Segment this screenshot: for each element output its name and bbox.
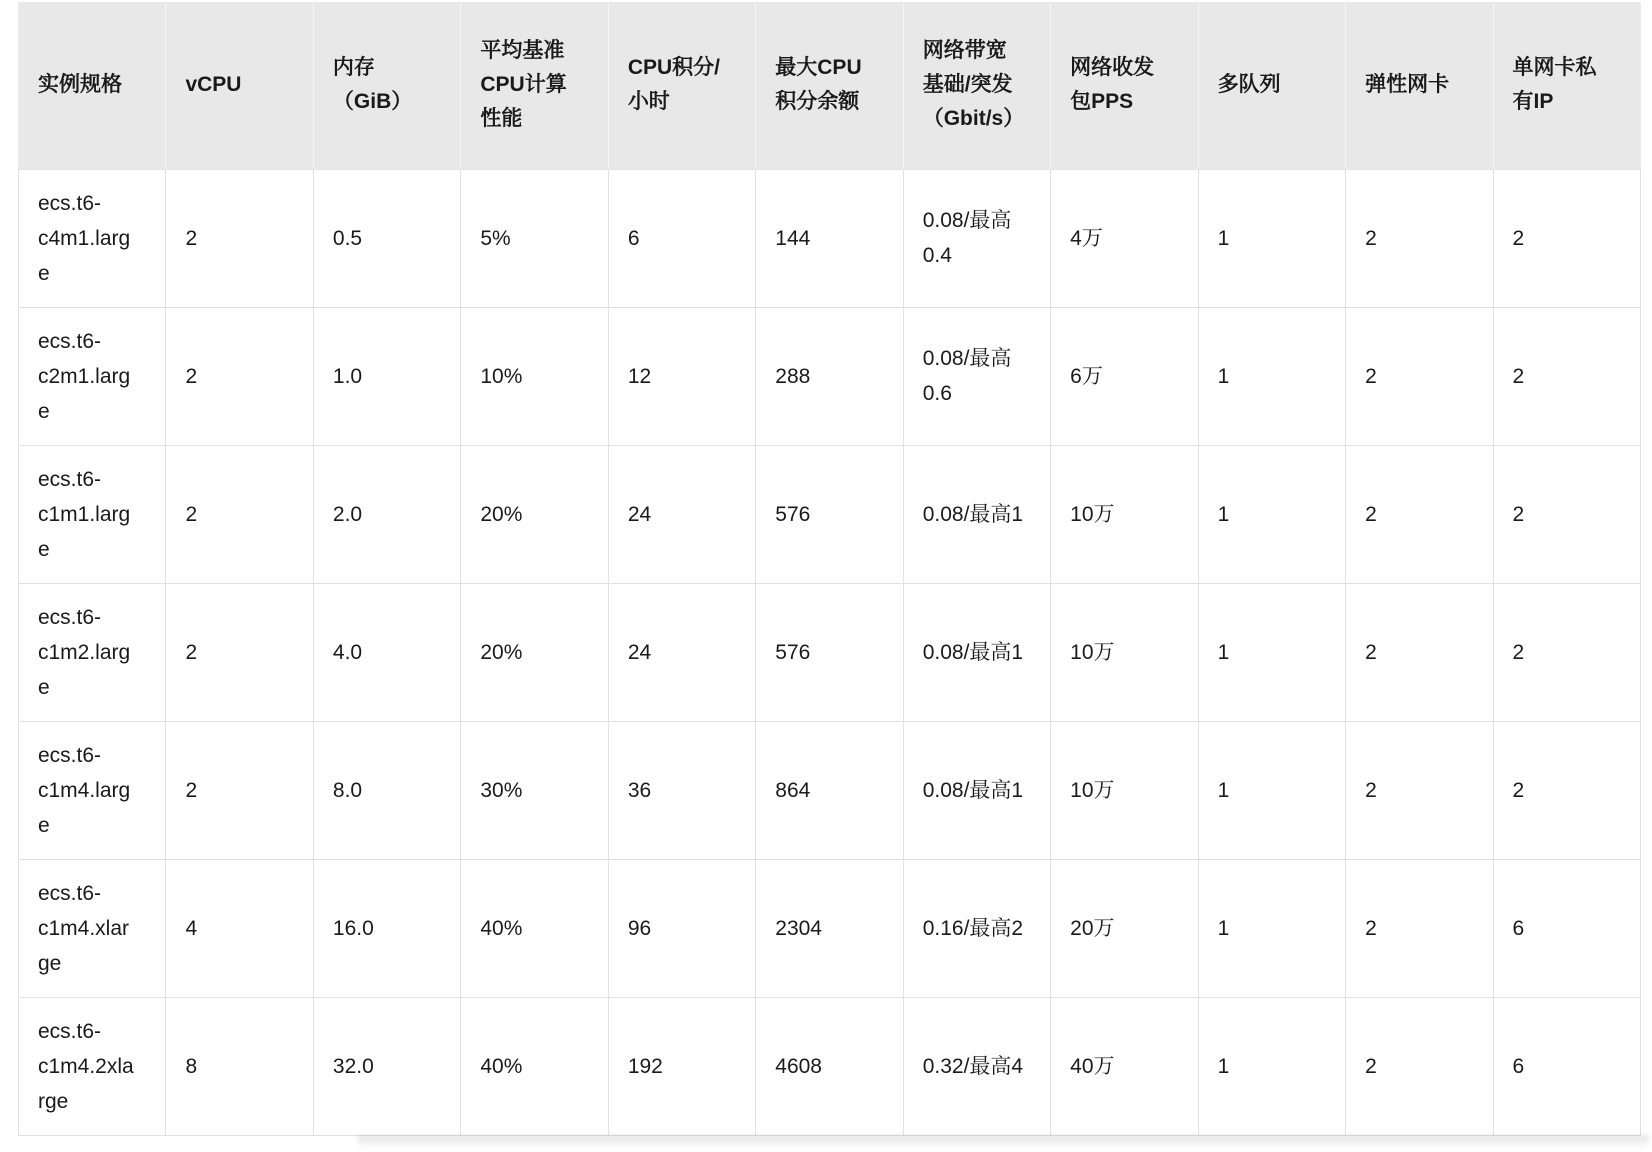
column-header-enis: 弹性网卡 (1346, 2, 1493, 169)
cell-memory: 32.0 (313, 997, 460, 1135)
cell-pps: 6万 (1051, 307, 1198, 445)
table-scroll-region[interactable] (18, 2, 1641, 1136)
cell-spec: ecs.t6-c1m4.2xlarge (19, 997, 166, 1135)
cell-credits: 24 (608, 583, 755, 721)
table-row (19, 169, 1641, 307)
cell-credits: 12 (608, 307, 755, 445)
cell-baseline: 20% (461, 583, 608, 721)
cell-enis: 2 (1346, 307, 1493, 445)
cell-queues: 1 (1198, 997, 1345, 1135)
cell-spec: ecs.t6-c2m1.large (19, 307, 166, 445)
column-header-ips: 单网卡私有IP (1493, 2, 1640, 169)
cell-bandwidth: 0.08/最高0.6 (903, 307, 1050, 445)
column-header-maxcredit: 最大CPU积分余额 (756, 2, 903, 169)
cell-baseline: 40% (461, 997, 608, 1135)
cell-maxcredit: 144 (756, 169, 903, 307)
cell-vcpu: 2 (166, 583, 313, 721)
cell-spec: ecs.t6-c4m1.large (19, 169, 166, 307)
cell-baseline: 5% (461, 169, 608, 307)
cell-memory: 1.0 (313, 307, 460, 445)
cell-bandwidth: 0.08/最高1 (903, 583, 1050, 721)
cell-ips: 2 (1493, 445, 1640, 583)
cell-credits: 6 (608, 169, 755, 307)
cell-credits: 96 (608, 859, 755, 997)
cell-maxcredit: 2304 (756, 859, 903, 997)
cell-queues: 1 (1198, 583, 1345, 721)
cell-pps: 4万 (1051, 169, 1198, 307)
cell-vcpu: 2 (166, 307, 313, 445)
cell-spec: ecs.t6-c1m4.xlarge (19, 859, 166, 997)
cell-bandwidth: 0.32/最高4 (903, 997, 1050, 1135)
column-header-credits: CPU积分/小时 (608, 2, 755, 169)
table-header (19, 2, 1641, 169)
cell-baseline: 10% (461, 307, 608, 445)
table-header-row (19, 2, 1641, 169)
cell-pps: 10万 (1051, 583, 1198, 721)
cell-queues: 1 (1198, 445, 1345, 583)
cell-bandwidth: 0.16/最高2 (903, 859, 1050, 997)
cell-ips: 6 (1493, 859, 1640, 997)
cell-spec: ecs.t6-c1m1.large (19, 445, 166, 583)
cell-queues: 1 (1198, 307, 1345, 445)
cell-memory: 0.5 (313, 169, 460, 307)
cell-ips: 2 (1493, 721, 1640, 859)
cell-maxcredit: 576 (756, 583, 903, 721)
cell-maxcredit: 864 (756, 721, 903, 859)
table-row (19, 721, 1641, 859)
table-row (19, 859, 1641, 997)
cell-ips: 2 (1493, 583, 1640, 721)
table-row (19, 307, 1641, 445)
cell-memory: 8.0 (313, 721, 460, 859)
cell-baseline: 20% (461, 445, 608, 583)
cell-enis: 2 (1346, 583, 1493, 721)
cell-enis: 2 (1346, 859, 1493, 997)
cell-credits: 24 (608, 445, 755, 583)
cell-queues: 1 (1198, 859, 1345, 997)
cell-vcpu: 2 (166, 169, 313, 307)
cell-ips: 6 (1493, 997, 1640, 1135)
cell-pps: 40万 (1051, 997, 1198, 1135)
cell-vcpu: 2 (166, 445, 313, 583)
column-header-bandwidth: 网络带宽基础/突发（Gbit/s） (903, 2, 1050, 169)
cell-ips: 2 (1493, 307, 1640, 445)
column-header-vcpu: vCPU (166, 2, 313, 169)
column-header-memory: 内存（GiB） (313, 2, 460, 169)
cell-memory: 16.0 (313, 859, 460, 997)
cell-bandwidth: 0.08/最高0.4 (903, 169, 1050, 307)
cell-enis: 2 (1346, 169, 1493, 307)
cell-enis: 2 (1346, 721, 1493, 859)
cell-baseline: 40% (461, 859, 608, 997)
cell-baseline: 30% (461, 721, 608, 859)
table-row (19, 583, 1641, 721)
cell-bandwidth: 0.08/最高1 (903, 721, 1050, 859)
table-row (19, 445, 1641, 583)
table-row (19, 997, 1641, 1135)
instance-spec-table (18, 2, 1641, 1136)
cell-vcpu: 8 (166, 997, 313, 1135)
cell-maxcredit: 576 (756, 445, 903, 583)
cell-memory: 2.0 (313, 445, 460, 583)
cell-memory: 4.0 (313, 583, 460, 721)
cell-enis: 2 (1346, 445, 1493, 583)
cell-credits: 192 (608, 997, 755, 1135)
table-body (19, 169, 1641, 1135)
cell-enis: 2 (1346, 997, 1493, 1135)
cell-queues: 1 (1198, 721, 1345, 859)
column-header-baseline: 平均基准CPU计算性能 (461, 2, 608, 169)
cell-maxcredit: 4608 (756, 997, 903, 1135)
cell-vcpu: 2 (166, 721, 313, 859)
column-header-spec: 实例规格 (19, 2, 166, 169)
cell-spec: ecs.t6-c1m4.large (19, 721, 166, 859)
column-header-queues: 多队列 (1198, 2, 1345, 169)
cell-ips: 2 (1493, 169, 1640, 307)
cell-credits: 36 (608, 721, 755, 859)
cell-pps: 10万 (1051, 721, 1198, 859)
cell-maxcredit: 288 (756, 307, 903, 445)
cell-pps: 10万 (1051, 445, 1198, 583)
cell-pps: 20万 (1051, 859, 1198, 997)
cell-bandwidth: 0.08/最高1 (903, 445, 1050, 583)
cell-spec: ecs.t6-c1m2.large (19, 583, 166, 721)
column-header-pps: 网络收发包PPS (1051, 2, 1198, 169)
cell-queues: 1 (1198, 169, 1345, 307)
cell-vcpu: 4 (166, 859, 313, 997)
